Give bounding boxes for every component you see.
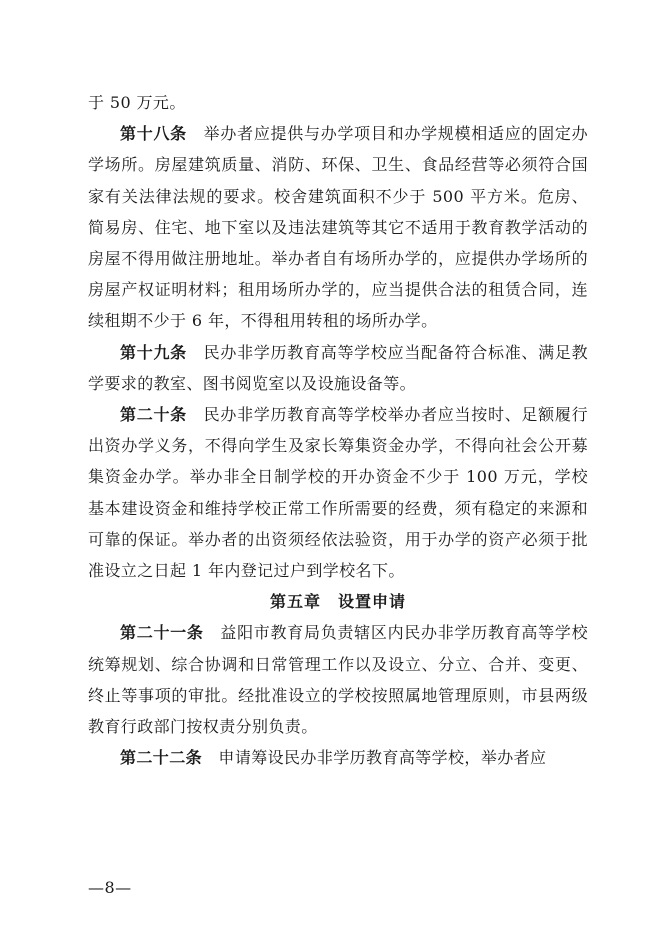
article-19-heading: 第十九条 [120, 342, 187, 362]
article-22 [88, 742, 588, 773]
article-21-text: 益阳市教育局负责辖区内民办非学历教育高等学校统筹规划、综合协调和日常管理工作以及设立、分立、合并、变更、终止等事项的审批。经批准设立的学校按照属地管理原则，市县两级教育行政部门按权责分别负责。 [88, 623, 588, 737]
article-18-text: 举办者应提供与办学项目和办学规模相适应的固定办学场所。房屋建筑质量、消防、环保、卫生、食品经营等必须符合国家有关法律法规的要求。校舍建筑面积不少于 500 平方米。危房、简易房、住宅、地下室以及违法建筑等其它不适用于教育教学活动的房屋不得用做注册地址。举办者自有场所办学的，应提供办学场所的房屋产权证明材料；租用场所办学的，应当提供合法的租赁合同，连续租期不少于 6 年，不得租用转租的场所办学。 [88, 124, 588, 331]
article-18 [88, 118, 588, 336]
continuation-paragraph: 于 50 万元。 [88, 93, 186, 112]
article-20-text: 民办非学历教育高等学校举办者应当按时、足额履行出资办学义务，不得向学生及家长筹集资金办学，不得向社会公开募集资金办学。举办非全日制学校的开办资金不少于 100 万元，学校基本建设资金和维持学校正常工作所需要的经费，须有稳定的来源和可靠的保证。举办者的出资须经依法验资，用于办学的资产必须于批准设立之日起 1 年内登记过户到学校名下。 [88, 405, 588, 581]
article-21 [88, 617, 588, 742]
page-number: —8— [88, 878, 132, 897]
article-19-text: 民办非学历教育高等学校应当配备符合标准、满足教学要求的教室、图书阅览室以及设施设备等。 [88, 342, 588, 393]
article-19 [88, 337, 588, 399]
document-body [88, 87, 588, 773]
article-20 [88, 399, 588, 586]
article-20-heading: 第二十条 [120, 405, 187, 425]
article-18-heading: 第十八条 [120, 124, 187, 144]
article-22-heading: 第二十二条 [120, 748, 203, 768]
chapter-heading: 第五章 设置申请 [269, 592, 406, 612]
article-21-heading: 第二十一条 [120, 623, 204, 643]
article-22-text: 申请筹设民办非学历教育高等学校，举办者应 [218, 748, 547, 768]
